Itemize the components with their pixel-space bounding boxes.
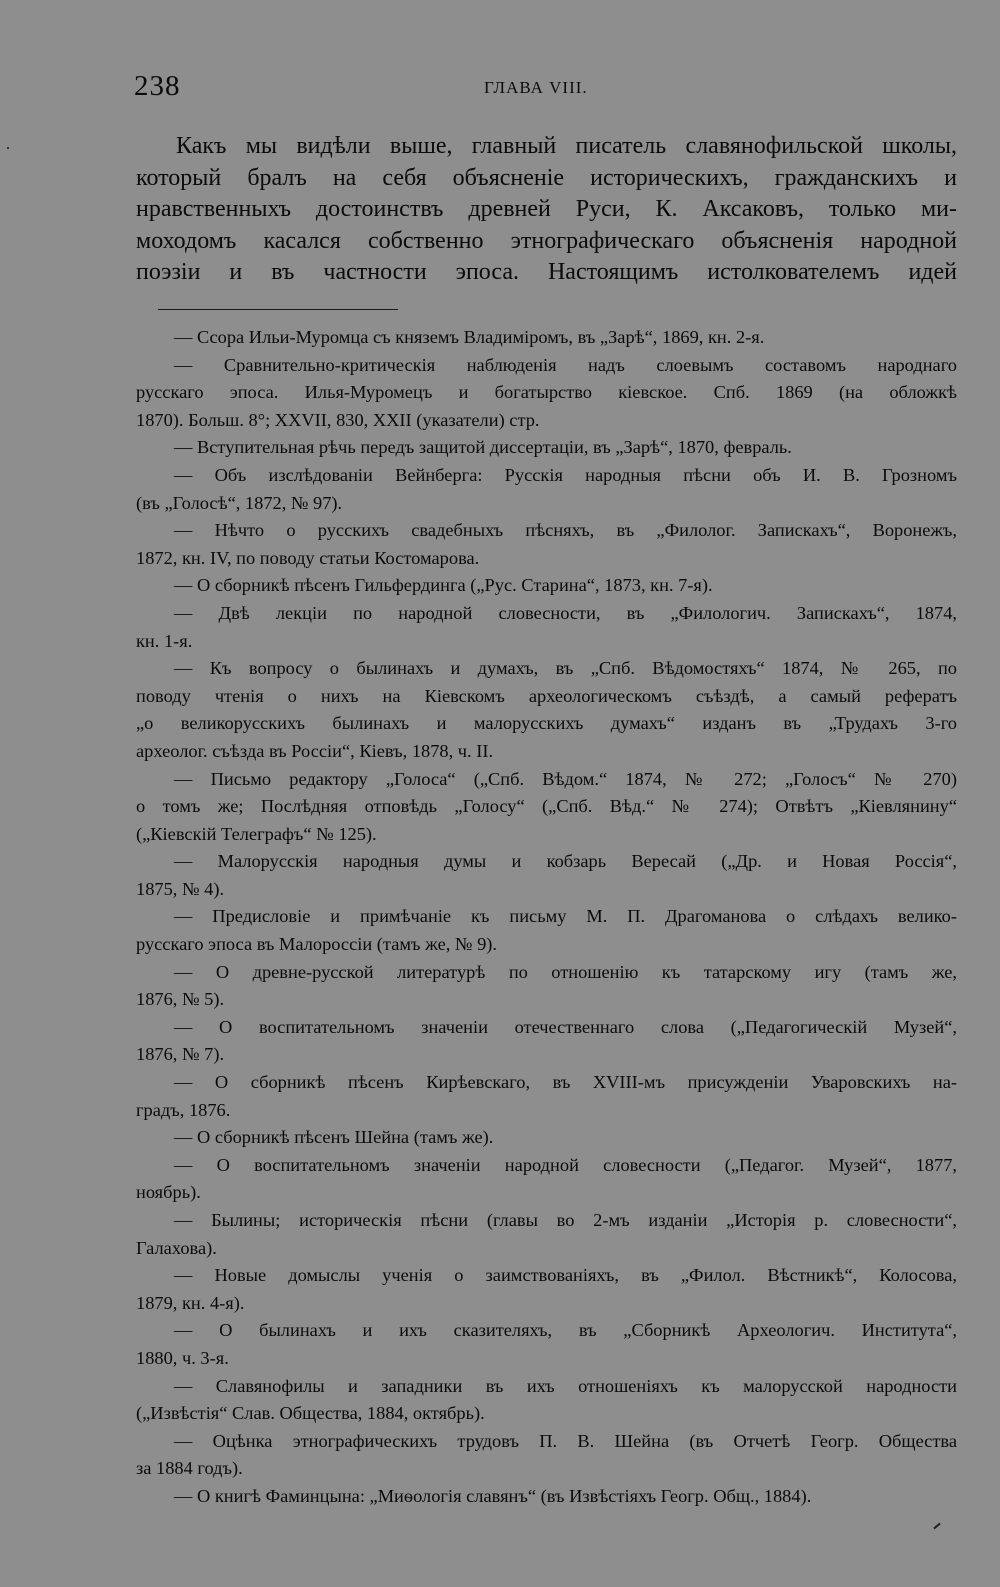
page-number: 238 — [134, 70, 181, 102]
footnote-line: — О воспитательномъ значеніи отечественнаго слова („Педагогическій Музей“, — [174, 1016, 957, 1037]
main-paragraph — [136, 131, 957, 289]
footnote-line: русскаго эпоса. Илья-Муромецъ и богатырство кіевское. Спб. 1869 (на обложкѣ — [136, 382, 957, 403]
footnote-entry — [136, 324, 957, 352]
footnote-line: — О сборникѣ пѣсенъ Кирѣевскаго, въ XVIII-мъ присужденіи Уваровскихъ на- — [174, 1072, 957, 1093]
footnote-line: (въ „Голосѣ“, 1872, № 97). — [136, 492, 343, 513]
main-text-line: нравственныхъ достоинствъ древней Руси, К. Аксаковъ, только ми- — [136, 196, 957, 223]
footnote-line: о томъ же; Послѣдняя отповѣдь „Голосу“ („Спб. Вѣд.“ № 274); Отвѣтъ „Кіевлянину“ — [136, 796, 957, 817]
footnote-line: 1879, кн. 4-я). — [136, 1292, 245, 1313]
footnote-line: 1876, № 5). — [136, 989, 225, 1010]
footnote-line: — Былины; историческія пѣсни (главы во 2-мъ изданіи „Исторія р. словесности“, — [174, 1210, 957, 1230]
margin-speck — [7, 147, 9, 149]
footnote-line: („Извѣстія“ Слав. Общества, 1884, октябрь). — [136, 1403, 485, 1424]
footnote-entry — [136, 352, 957, 435]
footnote-line: — Малорусскія народныя думы и кобзарь Вересай („Др. и Новая Россія“, — [174, 851, 957, 872]
footnote-line: — О былинахъ и ихъ сказителяхъ, въ „Сборникѣ Археологич. Института“, — [174, 1320, 957, 1341]
footnote-line: — Новые домыслы ученія о заимствованіяхъ, въ „Филол. Вѣстникѣ“, Колосова, — [174, 1265, 957, 1286]
footnote-entry — [136, 766, 957, 849]
footnote-line: — Письмо редактору „Голоса“ („Спб. Вѣдом.“ 1874, № 272; „Голосъ“ № 270) — [174, 768, 957, 789]
footnote-line: — О древне-русской литературѣ по отношенію къ татарскому игу (тамъ же, — [174, 961, 957, 982]
footnote-line: 1880, ч. 3-я. — [136, 1347, 229, 1368]
footnote-line: археолог. съѣзда въ Россіи“, Кіевъ, 1878, ч. II. — [136, 740, 494, 761]
footnote-entry — [136, 1152, 957, 1207]
footnote-entry — [136, 462, 957, 517]
footnote-entry — [136, 1262, 957, 1317]
footnote-line: градъ, 1876. — [136, 1099, 231, 1120]
footnotes-list — [136, 324, 957, 1511]
footnote-entry — [136, 1069, 957, 1124]
footnote-entry — [136, 1317, 957, 1372]
footnote-line: — Къ вопросу о былинахъ и думахъ, въ „Спб. Вѣдомостяхъ“ 1874, № 265, по — [174, 658, 957, 679]
footnote-line: — Вступительная рѣчь передъ защитой диссертаціи, въ „Зарѣ“, 1870, февраль. — [174, 437, 792, 458]
footnote-line: — Двѣ лекціи по народной словесности, въ „Филологич. Запискахъ“, 1874, — [174, 602, 957, 623]
footnote-line: — Предисловіе и примѣчаніе къ письму М. П. Драгоманова о слѣдахъ велико- — [174, 906, 957, 927]
footnote-line: 1870). Больш. 8°; XXVII, 830, XXII (указатели) стр. — [136, 409, 540, 430]
footnote-line: кн. 1-я. — [136, 630, 193, 651]
footnote-entry — [136, 1483, 957, 1511]
footnote-entry — [136, 1428, 957, 1483]
running-head — [134, 70, 957, 104]
footnote-line: — О воспитательномъ значеніи народной словесности („Педагог. Музей“, 1877, — [174, 1154, 957, 1175]
main-text-line: моходомъ касался собственно этнографическаго объясненія народной — [136, 227, 957, 254]
footnote-entry — [136, 517, 957, 572]
footnote-line: „о великорусскихъ былинахъ и малорусскихъ думахъ“ изданъ въ „Трудахъ 3-го — [136, 713, 957, 734]
footnote-separator-rule — [158, 309, 398, 310]
stray-print-mark — [933, 1523, 940, 1530]
footnote-entry — [136, 655, 957, 765]
footnote-line: — Ссора Ильи-Муромца съ княземъ Владиміромъ, въ „Зарѣ“, 1869, кн. 2-я. — [174, 327, 765, 347]
footnote-entry — [136, 1207, 957, 1262]
footnote-line: 1875, № 4). — [136, 878, 225, 899]
footnote-entry — [136, 1014, 957, 1069]
footnote-entry — [136, 434, 957, 462]
main-text-line: Какъ мы видѣли выше, главный писатель славянофильской школы, — [176, 133, 957, 159]
chapter-title: ГЛАВА VIII. — [484, 78, 588, 97]
footnote-line: — Нѣчто о русскихъ свадебныхъ пѣсняхъ, въ „Филолог. Запискахъ“, Воронежъ, — [174, 520, 957, 541]
footnote-line: 1876, № 7). — [136, 1044, 225, 1065]
footnote-line: — О сборникѣ пѣсенъ Шейна (тамъ же). — [174, 1127, 494, 1148]
footnote-line: — Сравнительно-критическія наблюденія надъ слоевымъ составомъ народнаго — [174, 354, 957, 375]
footnote-line: („Кіевскій Телеграфъ“ № 125). — [136, 823, 377, 844]
footnote-entry — [136, 600, 957, 655]
footnote-entry — [136, 848, 957, 903]
footnote-entry — [136, 572, 957, 600]
footnote-line: — О сборникѣ пѣсенъ Гильфердинга („Рус. Старина“, 1873, кн. 7-я). — [174, 575, 713, 596]
footnote-line: 1872, кн. IV, по поводу статьи Костомарова. — [136, 547, 480, 568]
footnote-line: — О книгѣ Фаминцына: „Миѳологія славянъ“ (въ Извѣстіяхъ Геогр. Общ., 1884). — [174, 1485, 812, 1506]
footnote-line: — Славянофилы и западники въ ихъ отношеніяхъ къ малорусской народности — [174, 1375, 957, 1396]
footnote-line: за 1884 годъ). — [136, 1458, 243, 1479]
footnote-line: — Оцѣнка этнографическихъ трудовъ П. В. Шейна (въ Отчетѣ Геогр. Общества — [174, 1430, 957, 1451]
footnote-entry — [136, 903, 957, 958]
main-text-line: который бралъ на себя объясненіе историческихъ, гражданскихъ и — [136, 164, 957, 191]
footnote-line: — Объ изслѣдованіи Вейнберга: Русскія народныя пѣсни объ И. В. Грозномъ — [174, 464, 957, 485]
main-text-line: поэзіи и въ частности эпоса. Настоящимъ истолкователемъ идей — [136, 259, 957, 286]
footnote-entry — [136, 1124, 957, 1152]
footnote-entry — [136, 1373, 957, 1428]
footnote-entry — [136, 959, 957, 1014]
footnote-line: Галахова). — [136, 1237, 217, 1258]
footnote-line: поводу чтенія о нихъ на Кіевскомъ археологическомъ съѣздѣ, а самый рефератъ — [136, 685, 957, 706]
footnote-line: русскаго эпоса въ Малороссіи (тамъ же, № 9). — [136, 934, 497, 955]
footnote-line: ноябрь). — [136, 1182, 201, 1203]
